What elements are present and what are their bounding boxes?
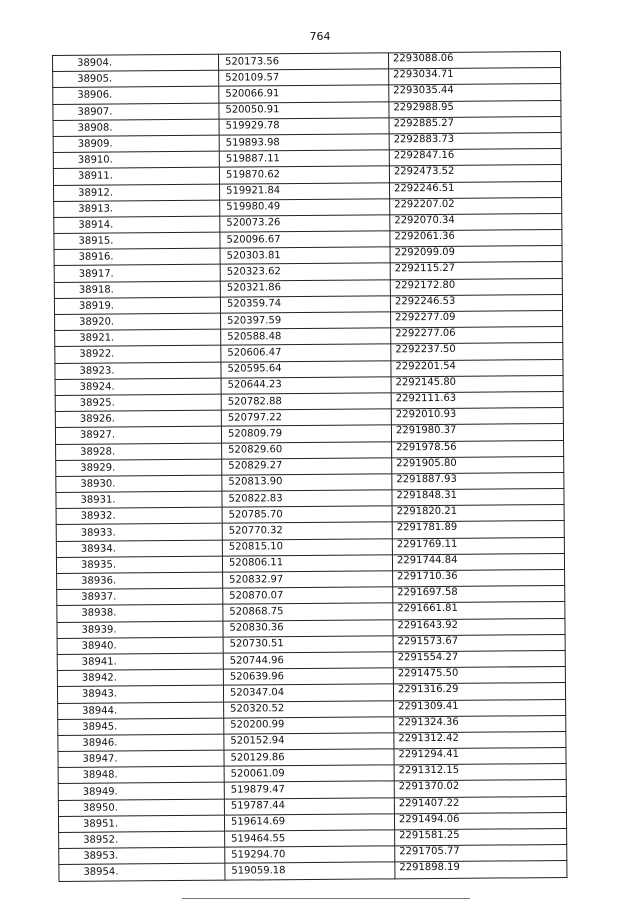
easting-cell: 520200.99 xyxy=(224,717,394,735)
easting-cell: 519980.49 xyxy=(220,199,390,217)
easting-cell: 520320.52 xyxy=(224,700,394,718)
northing-cell: 2292099.09 xyxy=(390,246,562,264)
point-id-cell: 38948. xyxy=(58,766,224,783)
northing-cell: 2291887.93 xyxy=(392,472,564,490)
easting-cell: 520829.60 xyxy=(222,441,392,459)
northing-cell: 2291769.11 xyxy=(392,537,564,555)
point-id-cell: 38953. xyxy=(59,847,225,864)
northing-cell: 2292145.80 xyxy=(391,375,563,393)
easting-cell: 520595.64 xyxy=(221,360,391,378)
easting-cell: 520359.74 xyxy=(220,296,390,314)
easting-cell: 520588.48 xyxy=(221,328,391,346)
northing-cell: 2292246.53 xyxy=(390,294,562,312)
northing-cell: 2291312.42 xyxy=(394,731,566,749)
point-id-cell: 38936. xyxy=(57,572,223,589)
point-id-cell: 38904. xyxy=(53,54,219,71)
point-id-cell: 38922. xyxy=(55,346,221,363)
point-id-cell: 38937. xyxy=(57,588,223,605)
easting-cell: 520806.11 xyxy=(222,555,392,573)
point-id-cell: 38909. xyxy=(53,135,219,152)
point-id-cell: 38952. xyxy=(59,831,225,848)
easting-cell: 519893.98 xyxy=(219,134,389,152)
easting-cell: 519879.47 xyxy=(224,781,394,799)
easting-cell: 520782.88 xyxy=(221,393,391,411)
point-id-cell: 38954. xyxy=(59,864,225,881)
easting-cell: 520639.96 xyxy=(223,668,393,686)
easting-cell: 520061.09 xyxy=(224,765,394,783)
northing-cell: 2291294.41 xyxy=(394,748,566,766)
point-id-cell: 38929. xyxy=(56,459,222,476)
northing-cell: 2291905.80 xyxy=(392,456,564,474)
easting-cell: 520822.83 xyxy=(222,490,392,508)
northing-cell: 2291744.84 xyxy=(392,553,564,571)
easting-cell: 520321.86 xyxy=(220,279,390,297)
northing-cell: 2292070.34 xyxy=(390,213,562,231)
northing-cell: 2291705.77 xyxy=(395,845,567,863)
northing-cell: 2291316.29 xyxy=(393,683,565,701)
northing-cell: 2292010.93 xyxy=(391,408,563,426)
point-id-cell: 38917. xyxy=(54,265,220,282)
northing-cell: 2292201.54 xyxy=(391,359,563,377)
northing-cell: 2292277.09 xyxy=(391,310,563,328)
easting-cell: 520323.62 xyxy=(220,263,390,281)
easting-cell: 520347.04 xyxy=(223,684,393,702)
point-id-cell: 38925. xyxy=(55,394,221,411)
point-id-cell: 38914. xyxy=(54,216,220,233)
easting-cell: 520173.56 xyxy=(218,53,388,71)
point-id-cell: 38907. xyxy=(53,103,219,120)
easting-cell: 520109.57 xyxy=(219,69,389,87)
northing-cell: 2291710.36 xyxy=(393,569,565,587)
northing-cell: 2292172.80 xyxy=(390,278,562,296)
easting-cell: 520785.70 xyxy=(222,506,392,524)
northing-cell: 2291581.25 xyxy=(395,828,567,846)
point-id-cell: 38951. xyxy=(58,815,224,832)
point-id-cell: 38940. xyxy=(57,637,223,654)
point-id-cell: 38919. xyxy=(54,297,220,314)
point-id-cell: 38908. xyxy=(53,119,219,136)
coordinate-table-container xyxy=(52,51,566,882)
northing-cell: 2292115.27 xyxy=(390,262,562,280)
northing-cell: 2291573.67 xyxy=(393,634,565,652)
northing-cell: 2292277.06 xyxy=(391,327,563,345)
easting-cell: 520770.32 xyxy=(222,522,392,540)
northing-cell: 2291661.81 xyxy=(393,602,565,620)
easting-cell: 520644.23 xyxy=(221,377,391,395)
point-id-cell: 38949. xyxy=(58,783,224,800)
point-id-cell: 38935. xyxy=(56,556,222,573)
easting-cell: 520397.59 xyxy=(221,312,391,330)
point-id-cell: 38932. xyxy=(56,507,222,524)
point-id-cell: 38938. xyxy=(57,605,223,622)
easting-cell: 520832.97 xyxy=(223,571,393,589)
coordinate-table xyxy=(52,51,567,882)
point-id-cell: 38906. xyxy=(53,87,219,104)
northing-cell: 2291324.36 xyxy=(394,715,566,733)
easting-cell: 520870.07 xyxy=(223,587,393,605)
easting-cell: 519464.55 xyxy=(225,830,395,848)
point-id-cell: 38933. xyxy=(56,524,222,541)
easting-cell: 520606.47 xyxy=(221,344,391,362)
easting-cell: 520815.10 xyxy=(222,538,392,556)
northing-cell: 2292473.52 xyxy=(389,165,561,183)
point-id-cell: 38911. xyxy=(53,168,219,185)
easting-cell: 520129.86 xyxy=(224,749,394,767)
northing-cell: 2292207.02 xyxy=(390,197,562,215)
northing-cell: 2291848.31 xyxy=(392,489,564,507)
northing-cell: 2293034.71 xyxy=(389,68,561,86)
northing-cell: 2292246.51 xyxy=(390,181,562,199)
point-id-cell: 38923. xyxy=(55,362,221,379)
northing-cell: 2291820.21 xyxy=(392,505,564,523)
easting-cell: 519787.44 xyxy=(224,797,394,815)
northing-cell: 2291475.50 xyxy=(393,667,565,685)
easting-cell: 520829.27 xyxy=(222,458,392,476)
point-id-cell: 38921. xyxy=(55,329,221,346)
northing-cell: 2291697.58 xyxy=(393,586,565,604)
northing-cell: 2291643.92 xyxy=(393,618,565,636)
easting-cell: 520050.91 xyxy=(219,101,389,119)
point-id-cell: 38945. xyxy=(58,718,224,735)
point-id-cell: 38931. xyxy=(56,491,222,508)
northing-cell: 2292847.16 xyxy=(389,149,561,167)
point-id-cell: 38916. xyxy=(54,248,220,265)
point-id-cell: 38927. xyxy=(55,426,221,443)
northing-cell: 2291554.27 xyxy=(393,650,565,668)
point-id-cell: 38924. xyxy=(55,378,221,395)
easting-cell: 520152.94 xyxy=(224,733,394,751)
table-row xyxy=(59,861,567,881)
northing-cell: 2291494.06 xyxy=(394,812,566,830)
easting-cell: 520303.81 xyxy=(220,247,390,265)
point-id-cell: 38912. xyxy=(54,184,220,201)
point-id-cell: 38950. xyxy=(58,799,224,816)
easting-cell: 519921.84 xyxy=(220,182,390,200)
northing-cell: 2291978.56 xyxy=(392,440,564,458)
point-id-cell: 38905. xyxy=(53,70,219,87)
easting-cell: 519294.70 xyxy=(225,846,395,864)
point-id-cell: 38930. xyxy=(56,475,222,492)
point-id-cell: 38926. xyxy=(55,410,221,427)
point-id-cell: 38944. xyxy=(58,702,224,719)
easting-cell: 520744.96 xyxy=(223,652,393,670)
point-id-cell: 38947. xyxy=(58,750,224,767)
northing-cell: 2292988.95 xyxy=(389,100,561,118)
point-id-cell: 38934. xyxy=(56,540,222,557)
northing-cell: 2291309.41 xyxy=(394,699,566,717)
point-id-cell: 38910. xyxy=(53,151,219,168)
point-id-cell: 38946. xyxy=(58,734,224,751)
point-id-cell: 38915. xyxy=(54,232,220,249)
easting-cell: 520830.36 xyxy=(223,619,393,637)
northing-cell: 2291980.37 xyxy=(391,424,563,442)
point-id-cell: 38920. xyxy=(55,313,221,330)
northing-cell: 2293035.44 xyxy=(389,84,561,102)
point-id-cell: 38918. xyxy=(54,281,220,298)
point-id-cell: 38939. xyxy=(57,621,223,638)
northing-cell: 2291312.15 xyxy=(394,764,566,782)
easting-cell: 519059.18 xyxy=(225,862,395,880)
point-id-cell: 38941. xyxy=(57,653,223,670)
northing-cell: 2292883.73 xyxy=(389,132,561,150)
coordinate-table-body xyxy=(53,52,567,882)
easting-cell: 520066.91 xyxy=(219,85,389,103)
easting-cell: 519870.62 xyxy=(219,166,389,184)
northing-cell: 2292885.27 xyxy=(389,116,561,134)
easting-cell: 520797.22 xyxy=(221,409,391,427)
northing-cell: 2291370.02 xyxy=(394,780,566,798)
page-number: 764 xyxy=(309,30,331,43)
northing-cell: 2291898.19 xyxy=(395,861,567,879)
bottom-divider xyxy=(182,898,470,899)
easting-cell: 519614.69 xyxy=(224,814,394,832)
easting-cell: 519887.11 xyxy=(219,150,389,168)
point-id-cell: 38913. xyxy=(54,200,220,217)
easting-cell: 520730.51 xyxy=(223,636,393,654)
northing-cell: 2291781.89 xyxy=(392,521,564,539)
northing-cell: 2292061.36 xyxy=(390,230,562,248)
easting-cell: 519929.78 xyxy=(219,118,389,136)
easting-cell: 520868.75 xyxy=(223,603,393,621)
northing-cell: 2292237.50 xyxy=(391,343,563,361)
easting-cell: 520813.90 xyxy=(222,474,392,492)
northing-cell: 2292111.63 xyxy=(391,391,563,409)
point-id-cell: 38928. xyxy=(56,443,222,460)
easting-cell: 520073.26 xyxy=(220,215,390,233)
point-id-cell: 38943. xyxy=(57,685,223,702)
easting-cell: 520809.79 xyxy=(221,425,391,443)
northing-cell: 2291407.22 xyxy=(394,796,566,814)
easting-cell: 520096.67 xyxy=(220,231,390,249)
northing-cell: 2293088.06 xyxy=(388,52,560,70)
point-id-cell: 38942. xyxy=(57,669,223,686)
